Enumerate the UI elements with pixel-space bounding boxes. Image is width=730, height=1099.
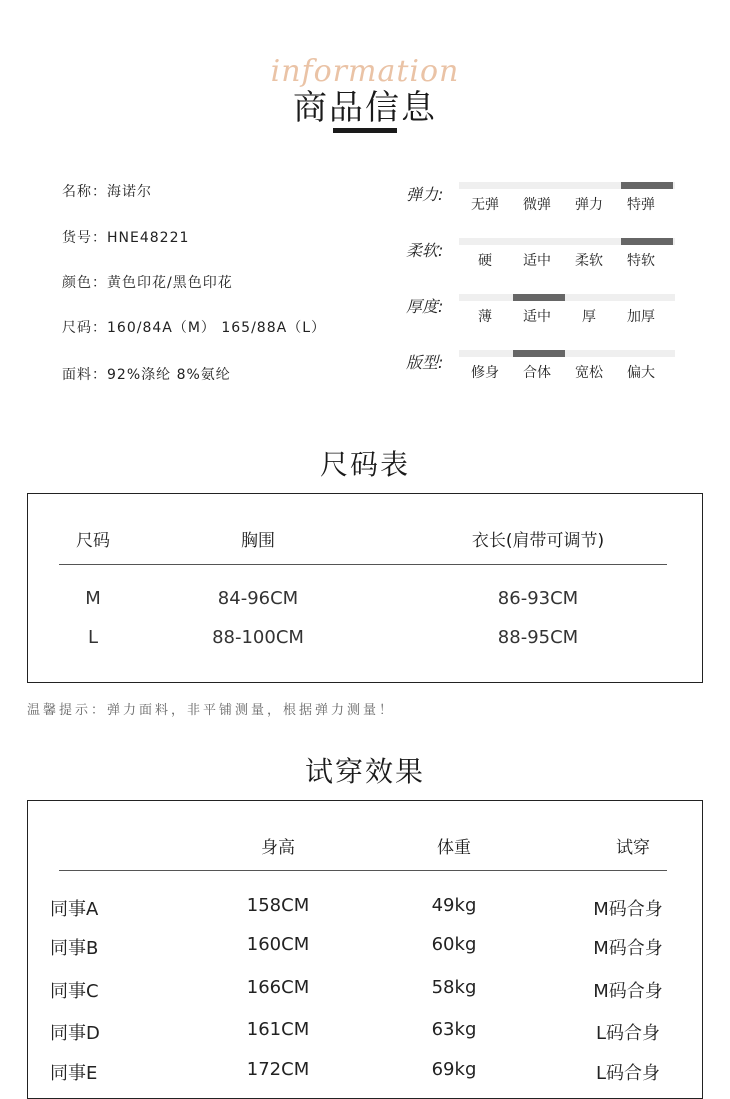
product-sku: 货号：HNE48221 [62,230,190,246]
page-title: 商品信息 [293,88,437,128]
tryon-table-cell: 69kg [431,1059,477,1080]
attribute-option: 宽松 [575,365,603,381]
attribute-option: 厚 [582,309,596,325]
tryon-table-cell: 49kg [431,895,477,916]
size-table-cell: 88-95CM [497,627,579,648]
tryon-table-cell: M码合身 [593,981,663,1002]
attribute-option: 修身 [471,365,499,381]
tryon-table-header: 身高 [261,838,295,858]
tryon-table-cell: 同事C [50,981,99,1002]
tryon-table-cell: 同事E [50,1063,98,1084]
product-color: 颜色：黄色印花/黑色印花 [62,275,233,291]
attribute-scale-marker [513,294,565,301]
attribute-scale-track [459,350,675,357]
tryon-table-cell: 60kg [431,934,477,955]
tryon-table [27,800,703,1099]
attribute-scale-track [459,294,675,301]
header-script-text: information [270,54,460,89]
product-size: 尺码：160/84A（M） 165/88A（L） [62,320,326,336]
tryon-table-cell: 同事B [50,938,99,959]
size-table-cell: M [85,588,101,609]
attribute-option: 特软 [627,253,655,269]
tryon-table-cell: 同事A [50,899,99,920]
tryon-table-cell: 160CM [246,934,310,955]
size-table-header: 衣长(肩带可调节) [471,531,605,551]
attribute-scale-marker [513,350,565,357]
tryon-table-cell: 158CM [246,895,310,916]
attribute-option: 偏大 [627,365,655,381]
tryon-table-cell: M码合身 [593,899,663,920]
tryon-table-cell: L码合身 [595,1023,661,1044]
attribute-label: 弹力: [406,185,444,204]
attribute-option: 适中 [523,309,551,325]
attribute-option: 无弹 [471,197,499,213]
attribute-label: 厚度: [406,297,444,316]
size-table-cell: 88-100CM [212,627,304,648]
attribute-option: 硬 [478,253,492,269]
tryon-table-title: 试穿效果 [304,755,425,788]
size-note: 温馨提示：弹力面料，非平铺测量，根据弹力测量！ [27,703,396,718]
attribute-option: 微弹 [523,197,551,213]
attribute-option: 适中 [523,253,551,269]
size-table-cell: 86-93CM [497,588,579,609]
tryon-table-cell: 63kg [431,1019,477,1040]
attribute-label: 版型: [406,353,444,372]
attribute-option: 柔软 [575,253,603,269]
size-table-cell: L [87,627,99,648]
tryon-table-cell: 161CM [246,1019,310,1040]
tryon-table-header: 试穿 [616,838,650,858]
attribute-scale-marker [621,182,673,189]
tryon-table-cell: 166CM [246,977,310,998]
attribute-scale-marker [621,238,673,245]
product-fabric: 面料：92%涤纶 8%氨纶 [62,367,231,383]
tryon-table-cell: M码合身 [593,938,663,959]
size-table-title: 尺码表 [319,448,410,481]
tryon-table-cell: 172CM [246,1059,310,1080]
size-table-divider [59,564,667,565]
attribute-option: 加厚 [627,309,655,325]
attribute-option: 合体 [523,365,551,381]
product-name: 名称：海诺尔 [62,184,152,200]
size-table-header: 胸围 [241,531,275,551]
size-table [27,493,703,683]
tryon-table-cell: 58kg [431,977,477,998]
attribute-scale-track [459,182,675,189]
attribute-option: 薄 [478,309,492,325]
attribute-option: 弹力 [575,197,603,213]
title-underline [333,128,397,133]
tryon-table-header: 体重 [437,838,471,858]
size-table-header: 尺码 [76,531,110,551]
attribute-label: 柔软: [406,241,444,260]
attribute-scale-track [459,238,675,245]
tryon-table-cell: L码合身 [595,1063,661,1084]
attribute-option: 特弹 [627,197,655,213]
tryon-table-cell: 同事D [50,1023,100,1044]
size-table-cell: 84-96CM [217,588,299,609]
tryon-table-divider [59,870,667,871]
